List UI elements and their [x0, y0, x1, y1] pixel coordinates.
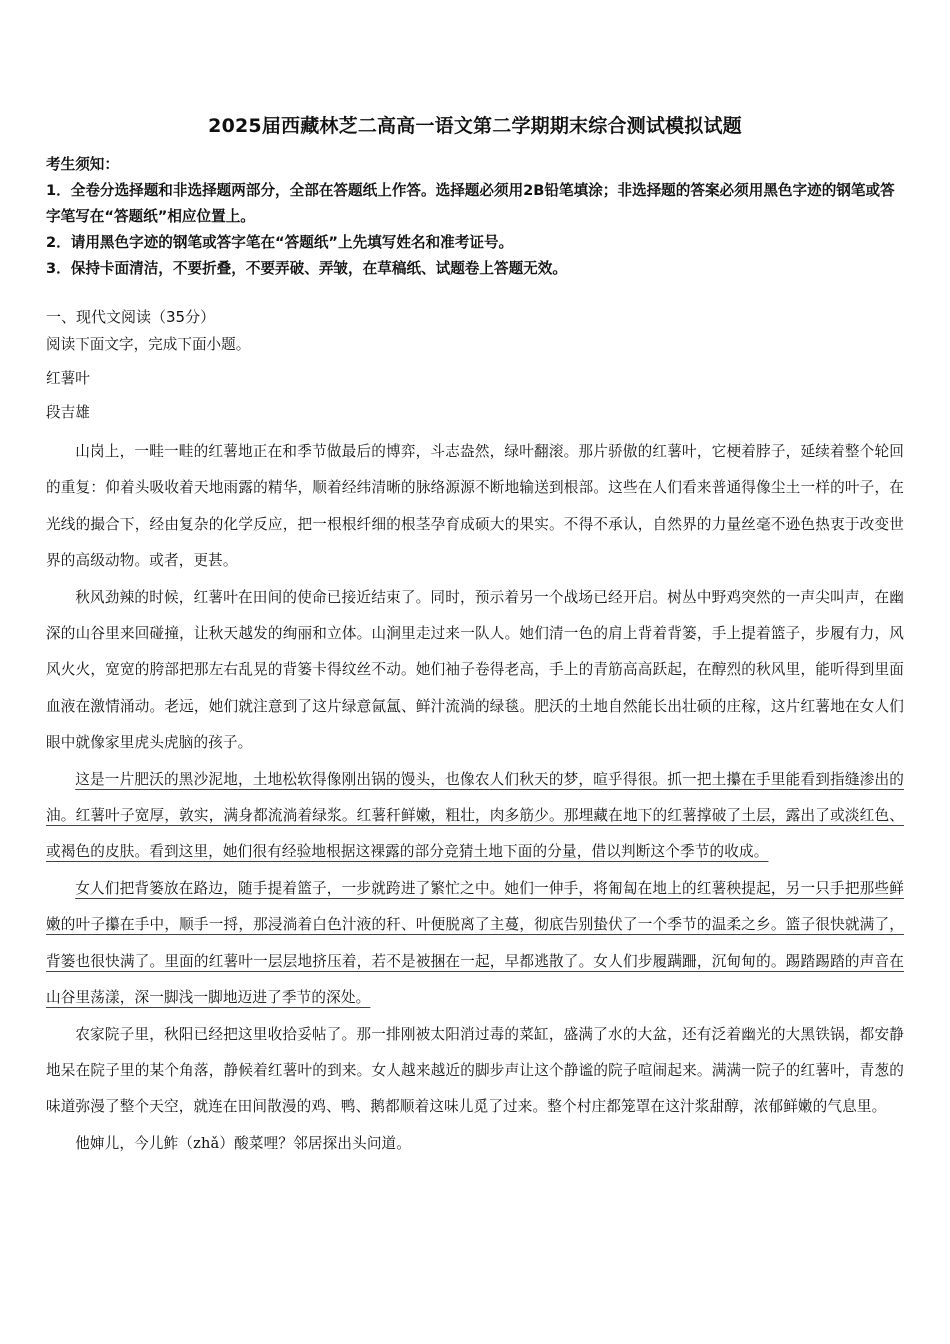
paragraph-1: 山岗上，一畦一畦的红薯地正在和季节做最后的博弈，斗志盎然，绿叶翻滚。那片骄傲的红薯叶，它梗着脖子，延续着整个轮回的重复：仰着头吸收着天地雨露的精华，顺着经纬清晰的脉络源源不断地输送到根部。这些在人们看来普通得像尘土一样的叶子，在光线的撮合下，经由复杂的化学反应，把一根根纤细的根茎孕育成硕大的果实。不得不承认，自然界的力量丝毫不逊色热衷于改变世界的高级动物。或者，更甚。 [46, 443, 904, 570]
paragraph-6: 他婶儿，今儿鲊（zhǎ）酸菜哩？邻居探出头问道。 [75, 1134, 412, 1152]
article-author: 段吉雄 [46, 404, 90, 421]
paragraph-4 [46, 871, 904, 1017]
paragraph-5: 农家院子里，秋阳已经把这里收拾妥帖了。那一排刚被太阳消过毒的菜缸，盛满了水的大盆，还有泛着幽光的大黑铁锅，都安静地呆在院子里的某个角落，静候着红薯叶的到来。女人越来越近的脚步声让这个静谧的院子喧闹起来。满满一院子的红薯叶，青葱的味道弥漫了整个天空，就连在田间散漫的鸡、鸭、鹅都顺着这味儿觅了过来。整个村庄都笼罩在这汁浆甜醇，浓郁鲜嫩的气息里。 [46, 1025, 904, 1116]
article-title: 红薯叶 [46, 370, 90, 387]
section-heading: 一、现代文阅读（35分） [46, 308, 216, 326]
exam-title: 2025届西藏林芝二高高一语文第二学期期末综合测试模拟试题 [208, 115, 742, 137]
article-body [46, 434, 904, 1162]
paragraph-3 [46, 762, 904, 871]
notice-item-2: 2．请用黑色字迹的钢笔或答字笔在“答题纸”上先填写姓名和准考证号。 [46, 234, 514, 251]
underlined-passage-2: 女人们把背篓放在路边，随手提着篮子，一步就跨进了繁忙之中。她们一伸手，将匍匐在地上的红薯秧提起，另一只手把那些鲜嫩的叶子攥在手中，顺手一捋，那浸淌着白色汁液的秆、叶便脱离了主蔓，彻底告别蛰伏了一个季节的温柔之乡。篮子很快就满了，背篓也很快满了。里面的红薯叶一层层地挤压着，若不是被捆在一起，早都逃散了。女人们步履蹒跚，沉甸甸的。踢踏踢踏的声音在山谷里荡漾，深一脚浅一脚地迈进了季节的深处。 [46, 879, 904, 1007]
reading-instruction: 阅读下面文字，完成下面小题。 [46, 336, 251, 353]
notice-item-1: 1．全卷分选择题和非选择题两部分，全部在答题纸上作答。选择题必须用2B铅笔填涂；非选择题的答案必须用黑色字迹的钢笔或答字笔写在“答题纸”相应位置上。 [46, 182, 895, 225]
notice-item-3: 3．保持卡面清洁，不要折叠，不要弄破、弄皱，在草稿纸、试题卷上答题无效。 [46, 260, 567, 277]
underlined-passage-1: 这是一片肥沃的黑沙泥地，土地松软得像刚出锅的馒头，也像农人们秋天的梦，暄乎得很。抓一把土攥在手里能看到指缝渗出的油。红薯叶子宽厚，敦实，满身都流淌着绿浆。红薯秆鲜嫩，粗壮，肉多筋少。那埋藏在地下的红薯撑破了土层，露出了或淡红色、或褐色的皮肤。看到这里，她们很有经验地根据这裸露的部分竞猜土地下面的分量，借以判断这个季节的收成。 [46, 770, 904, 861]
paragraph-2: 秋风劲辣的时候，红薯叶在田间的使命已接近结束了。同时，预示着另一个战场已经开启。树丛中野鸡突然的一声尖叫声，在幽深的山谷里来回碰撞，让秋天越发的绚丽和立体。山涧里走过来一队人。她们清一色的肩上背着背篓，手上提着篮子，步履有力，风风火火，宽宽的胯部把那左右乱晃的背篓卡得纹丝不动。她们袖子卷得老高，手上的青筋高高跃起，在醇烈的秋风里，能听得到里面血液在激情涌动。老远，她们就注意到了这片绿意氤氲、鲜汁流淌的绿毯。肥沃的土地自然能长出壮硕的庄稼，这片红薯地在女人们眼中就像家里虎头虎脑的孩子。 [46, 588, 904, 752]
notice-heading: 考生须知： [46, 156, 119, 173]
candidate-notice [46, 152, 904, 282]
